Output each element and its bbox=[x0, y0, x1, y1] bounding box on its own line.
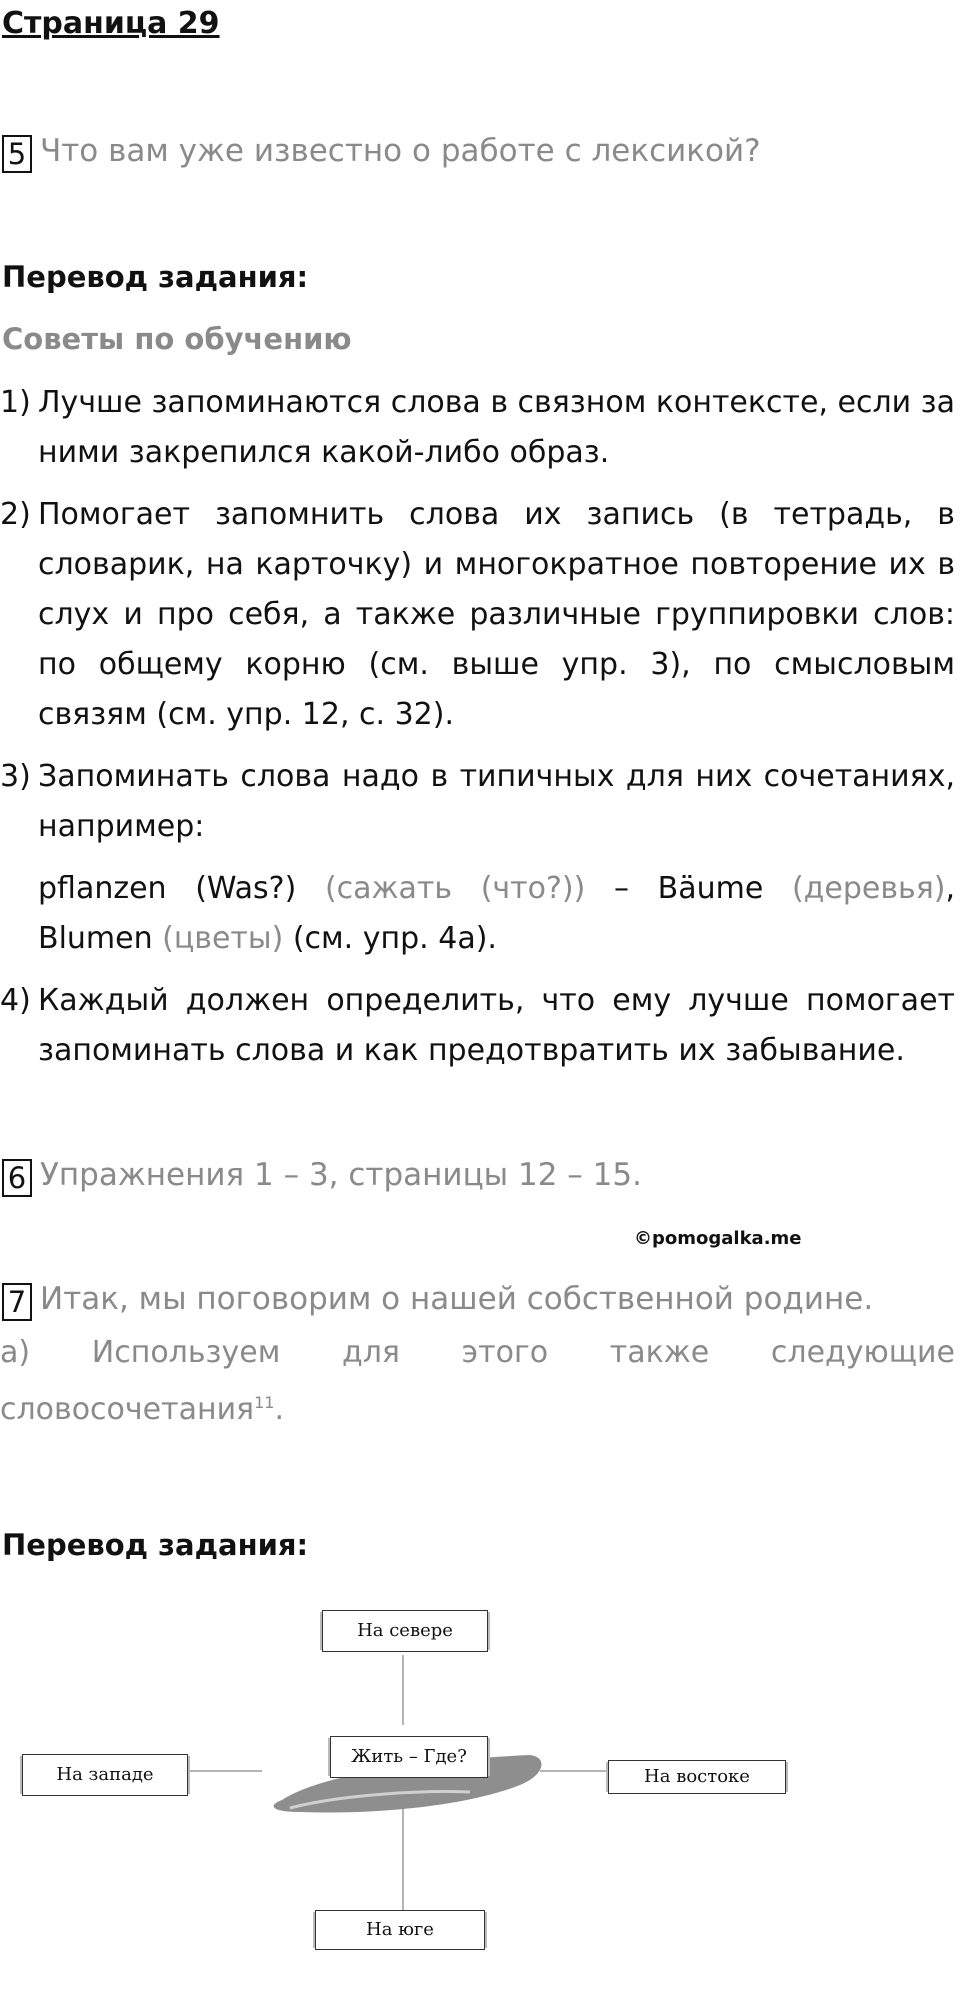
diagram-east: На востоке bbox=[608, 1760, 786, 1794]
tip-3-text: Запоминать слова надо в типичных для них сочетаниях, например: bbox=[38, 759, 955, 844]
task-7-text: Итак, мы поговорим о нашей собственной родине. bbox=[40, 1281, 874, 1317]
task-6-number: 6 bbox=[2, 1159, 32, 1197]
tip-3-number: 3) bbox=[0, 759, 31, 794]
tip-1-text: Лучше запоминаются слова в связном контексте, если за ними закрепился какой-либо образ. bbox=[38, 385, 956, 470]
tip-2-number: 2) bbox=[0, 497, 31, 532]
task-7-number: 7 bbox=[2, 1283, 32, 1321]
translation-header-2: Перевод задания: bbox=[2, 1528, 309, 1562]
diagram-west: На западе bbox=[22, 1754, 188, 1796]
diagram-center: Жить – Где? bbox=[330, 1736, 488, 1778]
tip-4-text: Каждый должен определить, что ему лучше помогает запоминать слова и как предотвратить их забывание. bbox=[38, 983, 955, 1068]
tip-1-number: 1) bbox=[0, 385, 31, 420]
page-title: Страница 29 bbox=[2, 6, 220, 41]
tip-4-number: 4) bbox=[0, 983, 31, 1018]
task-5-number: 5 bbox=[2, 135, 32, 173]
task-7a: a) Используем для этого также следующие словосочетания$^{11}$. bbox=[0, 1335, 955, 1427]
diagram-south: На юге bbox=[315, 1910, 485, 1950]
example-text: pflanzen (Was?) (сажать (что?)) – Bäume (деревья), Blumen (цветы) (см. упр. 4a). bbox=[38, 871, 955, 956]
tips-title: Советы по обучению bbox=[2, 322, 352, 356]
diagram-north: На севере bbox=[322, 1610, 488, 1652]
footnote-mark: 11 bbox=[254, 1393, 275, 1412]
tip-2-text: Помогает запомнить слова их запись (в тетрадь, в словарик, на карточку) и многократное повторение их в слух и про себя, а также различные группировки слов: по общему корню (см. выше упр. 3), по смысловым связям (см. упр. 12, с. 32). bbox=[38, 497, 955, 732]
watermark: ©pomogalka.me bbox=[634, 1228, 802, 1249]
translation-header: Перевод задания: bbox=[2, 260, 309, 294]
task-6-text: Упражнения 1 – 3, страницы 12 – 15. bbox=[40, 1157, 642, 1193]
task-5-text: Что вам уже известно о работе с лексикой? bbox=[40, 133, 761, 169]
